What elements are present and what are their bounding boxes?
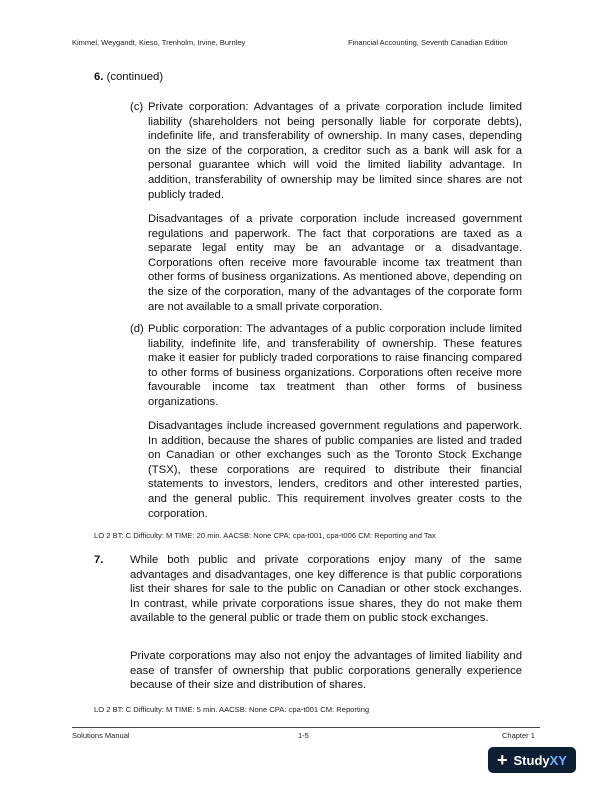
question-7-paragraph-1: While both public and private corporations enjoy many of the same advantages and disadvantages, one key difference is that public corporations list their shares for sale to the public on Canadian or other stock exchanges. In contrast, while private corporations issue shares, they do not make them available to the general public or trade them on public stock exchanges. <box>130 554 522 625</box>
item-c-disadvantages: Disadvantages of a private corporation include increased government regulations and paperwork. The fact that corporations are taxed as a separate legal entity may be an advantage or a disadvantage. Corporations often receive more favourable income tax treatment than other forms of business organizations. As mentioned above, depending on the size of the corporation, many of the advantages of the corporate form are not available to a small private corporation. <box>148 213 522 313</box>
footer-left: Solutions Manual <box>72 731 130 740</box>
question-7-number: 7. <box>94 554 104 566</box>
question-6-number: 6. <box>94 71 104 83</box>
studyxy-badge[interactable] <box>488 747 576 773</box>
plus-icon: + <box>497 750 508 770</box>
studyxy-logo-text: StudyXY <box>513 752 567 768</box>
header-authors: Kimmel, Weygandt, Kieso, Trenholm, Irvine, Burnley <box>72 38 246 47</box>
footer-right: Chapter 1 <box>502 731 535 740</box>
question-6-learning-objective: LO 2 BT: C Difficulty: M TIME: 20 min. AACSB: None CPA: cpa-t001, cpa-t006 CM: Reporting and Tax <box>94 531 436 540</box>
header-book-title: Financial Accounting, Seventh Canadian Edition <box>348 38 508 47</box>
item-d-text: Public corporation: The advantages of a public corporation include limited liability, indefinite life, and transferability of ownership. These features make it easier for publicly traded corporations to raise financing compared to other forms of business organizations. Corporations often receive more favourable income tax treatment than other forms of business organizations. <box>148 323 522 408</box>
item-c-text: Private corporation: Advantages of a private corporation include limited liability (shareholders not being personally liable for corporate debts), indefinite life, and transferability of ownership. In many cases, depending on the size of the corporation, a creditor such as a bank will ask for a personal guarantee which will void the limited liability advantage. In addition, transferability of ownership may be limited since shares are not publicly traded. <box>148 101 522 201</box>
footer-page-number: 1-5 <box>298 731 309 740</box>
footer-rule <box>72 727 540 728</box>
question-7-learning-objective: LO 2 BT: C Difficulty: M TIME: 5 min. AACSB: None CPA: cpa-t001 CM: Reporting <box>94 705 370 714</box>
item-d-label: (d) <box>130 323 144 335</box>
question-6-continued: (continued) <box>106 71 164 83</box>
item-c-label: (c) <box>130 101 144 113</box>
question-7-paragraph-2: Private corporations may also not enjoy the advantages of limited liability and ease of transfer of ownership that public corporations generally experience because of their size and distribution of shares. <box>130 650 522 692</box>
question-6-heading <box>94 70 163 85</box>
item-d-disadvantages: Disadvantages include increased government regulations and paperwork. In addition, because the shares of public companies are listed and traded on Canadian or other exchanges such as the Toronto Stock Exchange (TSX), these corporations are required to distribute their financial statements to investors, lenders, creditors and other interested parties, and the general public. This requirement involves greater costs to the corporation. <box>148 420 522 520</box>
